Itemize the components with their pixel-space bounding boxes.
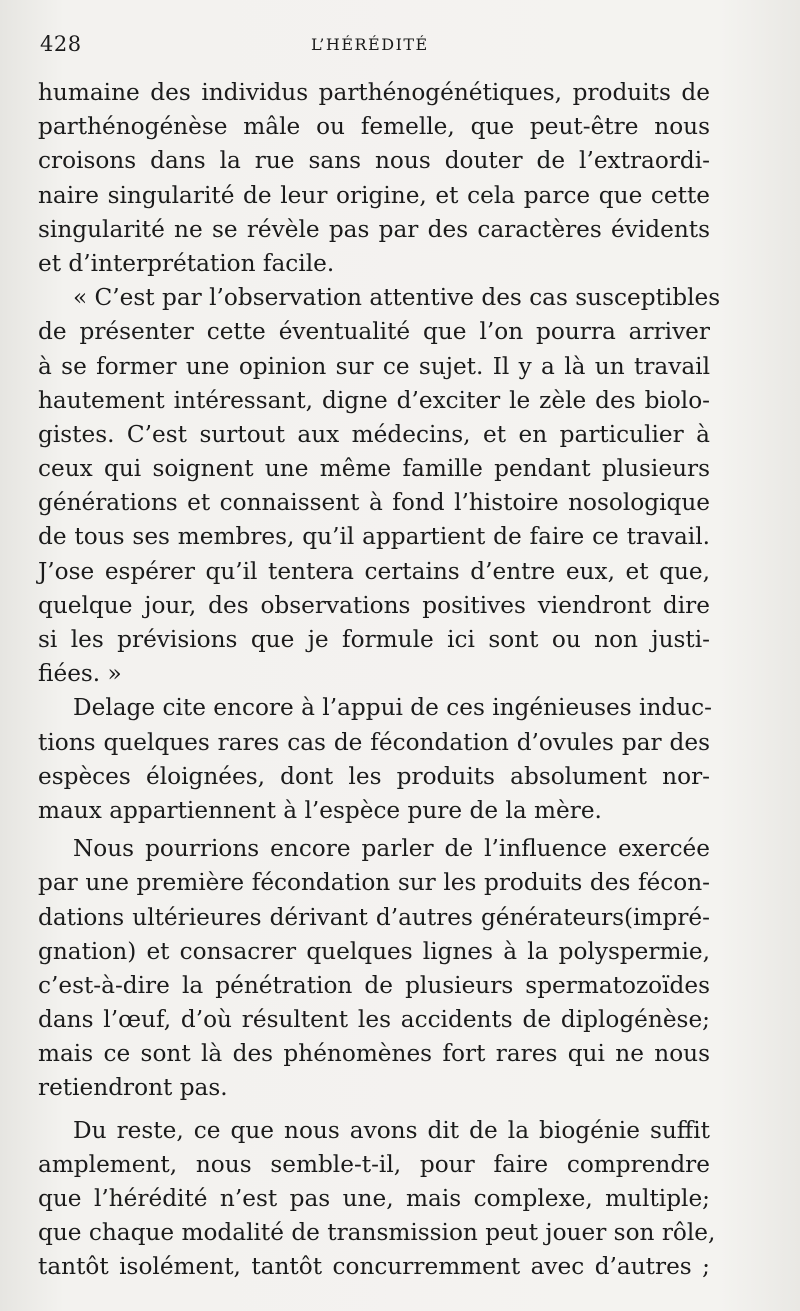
text-line: que chaque modalité de transmission peut jouer son rôle, bbox=[38, 1219, 716, 1247]
text-line: singularité ne se révèle pas par des caractères évidents bbox=[38, 215, 710, 243]
text-line: J’ose espérer qu’il tentera certains d’entre eux, et que, bbox=[38, 557, 710, 585]
text-line: de tous ses membres, qu’il appartient de faire ce travail. bbox=[38, 523, 710, 551]
text-line: mais ce sont là des phénomènes fort rares qui ne nous bbox=[38, 1040, 710, 1068]
paragraph bbox=[38, 691, 710, 828]
running-title: L’HÉRÉDITÉ bbox=[311, 35, 429, 54]
text-line: tions quelques rares cas de fécondation d’ovules par des bbox=[38, 728, 710, 756]
text-line: quelque jour, des observations positives viendront dire bbox=[38, 591, 710, 619]
page-number: 428 bbox=[40, 32, 82, 56]
text-line: et d’interprétation facile. bbox=[38, 249, 335, 277]
text-line: gnation) et consacrer quelques lignes à la polyspermie, bbox=[38, 937, 710, 965]
text-line: maux appartiennent à l’espèce pure de la mère. bbox=[38, 796, 602, 824]
text-line: gistes. C’est surtout aux médecins, et en particulier à bbox=[38, 420, 710, 448]
text-line: Nous pourrions encore parler de l’influence exercée bbox=[73, 835, 710, 863]
text-line: tantôt isolément, tantôt concurremment avec d’autres ; bbox=[38, 1253, 710, 1281]
text-line: Du reste, ce que nous avons dit de la biogénie suffit bbox=[73, 1116, 710, 1144]
text-line: humaine des individus parthénogénétiques, produits de bbox=[38, 79, 710, 106]
text-line: naire singularité de leur origine, et cela parce que cette bbox=[38, 181, 710, 209]
text-line: croisons dans la rue sans nous douter de l’extraordi- bbox=[38, 147, 710, 175]
text-line: ceux qui soignent une même famille pendant plusieurs bbox=[38, 455, 710, 483]
running-head bbox=[40, 32, 720, 62]
paragraph bbox=[38, 832, 710, 1106]
paragraph bbox=[38, 1114, 716, 1285]
paragraph bbox=[38, 281, 721, 691]
paragraph bbox=[38, 76, 710, 281]
text-line: hautement intéressant, digne d’exciter le zèle des biolo- bbox=[38, 386, 710, 414]
text-line: parthénogénèse mâle ou femelle, que peut-être nous bbox=[38, 113, 710, 141]
body-text bbox=[38, 76, 721, 1285]
text-line: c’est-à-dire la pénétration de plusieurs spermatozoïdes bbox=[38, 971, 710, 999]
text-line: de présenter cette éventualité que l’on pourra arriver bbox=[38, 318, 710, 346]
text-line: retiendront pas. bbox=[38, 1074, 228, 1102]
text-line: que l’hérédité n’est pas une, mais complexe, multiple; bbox=[38, 1185, 710, 1212]
text-line: par une première fécondation sur les produits des fécon- bbox=[38, 869, 710, 897]
text-line: Delage cite encore à l’appui de ces ingénieuses induc- bbox=[73, 694, 712, 722]
text-line: amplement, nous semble-t-il, pour faire comprendre bbox=[38, 1150, 710, 1178]
text-line: « C’est par l’observation attentive des cas susceptibles bbox=[73, 284, 721, 312]
text-line: dans l’œuf, d’où résultent les accidents de diplogénèse; bbox=[38, 1006, 710, 1034]
text-line: dations ultérieures dérivant d’autres générateurs(impré- bbox=[38, 903, 710, 931]
text-line: générations et connaissent à fond l’histoire nosologique bbox=[38, 489, 710, 517]
text-line: à se former une opinion sur ce sujet. Il y a là un travail bbox=[38, 352, 710, 380]
text-line: fiées. » bbox=[38, 660, 122, 688]
text-line: si les prévisions que je formule ici sont ou non justi- bbox=[38, 626, 710, 653]
text-line: espèces éloignées, dont les produits absolument nor- bbox=[38, 762, 710, 790]
